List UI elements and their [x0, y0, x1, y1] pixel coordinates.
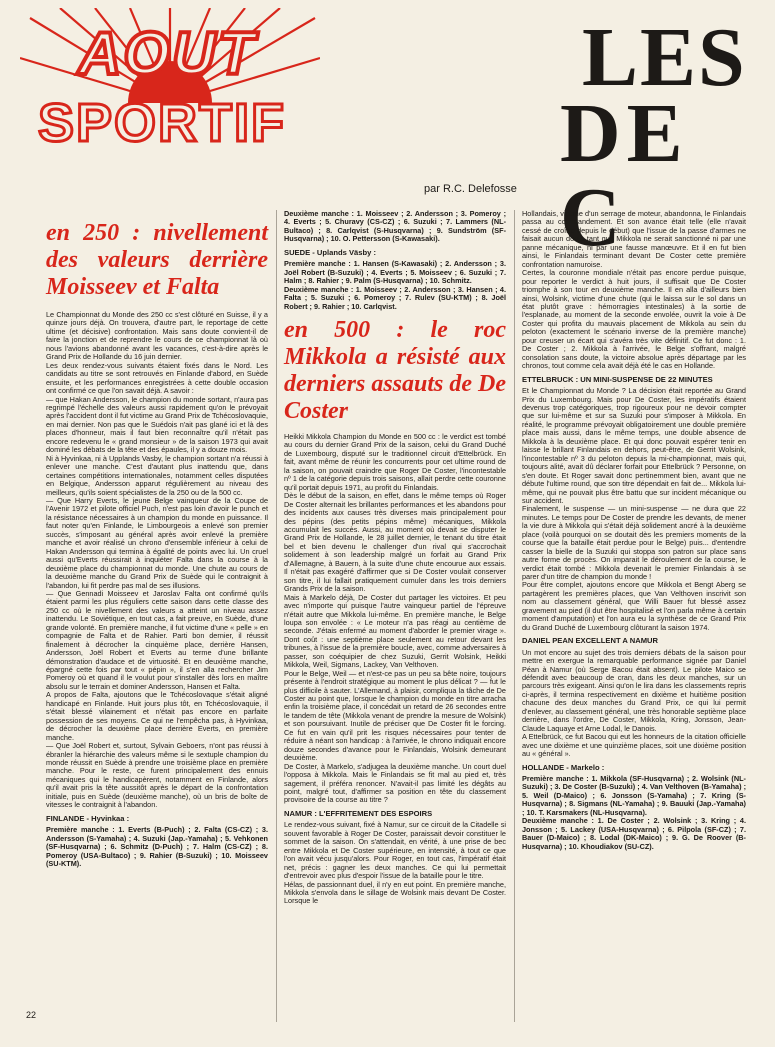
subheading-ettelbruck: ETTELBRUCK : UN MINI-SUSPENSE DE 22 MINUTES	[522, 374, 713, 384]
paragraph: — Que Gennadi Moisseev et Jaroslav Falta ont confirmé qu'ils étaient parmi les plus réguliers cette saison dans cette classe des 250 cc où le nivellement des valeurs a atteint un niveau assez inattendu. Le Soviétique, en tout cas, a fait preuve, en Suède, d'une grande volonté. En première manche, il fut victime d'une « pelle » en compagnie de Falta et de Rahier. Parti bon dernier, il réussit finalement à décrocher la cinquième place, derrière Hansen, Andersson, Joël Robert et Everts au terme d'une brillante démonstration d'audace et de virtuosité. Et en deuxième manche, épargné cette fois par tout « pépin », il s'en alla rechercher Jim Pomeroy où et quand il le voulut pour s'installer dès lors en maître absolu sur le terrain et dominer Andersson, Hansen et Falta.	[46, 588, 268, 691]
article-title-line2: DE C	[560, 87, 689, 264]
paragraph: Pour être complet, ajoutons encore que Mikkola et Bengt Aberg se partagèrent les premières places, que Van Velthoven inscrivit son nom au classement général, que Willi Bauer fut blessé assez gravement au pied (il dut être hospitalisé et l'on parla même à certain moment d'amputation) et l'on aura eu la synthèse de ce Grand Prix du Grand Duché de Luxembourg clôturant la saison 1974.	[522, 580, 746, 632]
results-heading-finlande: FINLANDE - Hyvinkaa :	[46, 813, 130, 823]
page-number: 22	[26, 1010, 37, 1020]
aout-sportif-logo	[20, 8, 320, 158]
results-heading-suede: SUEDE - Uplands Väsby :	[284, 247, 376, 257]
results-heading-hollande: HOLLANDE - Markelo :	[522, 762, 605, 772]
paragraph: Un mot encore au sujet des trois derniers débats de la saison pour mettre en exergue la remarquable performance signée par Daniel Péan à Namur (où Serge Bacou était absent). Le pilote Maico se défendit avec beaucoup de cran, dans les deux manches, sur un parcours très exigeant. Ainsi qu'on le lira dans les classements repris ci-après, il termina respectivement en dixième et huitième position chacune des deux manches du Grand Prix, ce qui lui permit d'enlever, au classement général, une très honorable septième place derrière, dans l'ordre, De Coster, Mikkola, Kring, Jonsson, Jean-Claude Laquaye et Arne Lodal, le Danois. A Ettelbrück, ce fut Bacou qui eut les honneurs de la citation officielle avec une dixième et une quinzième places, soit une dixième position au « général ».	[522, 647, 746, 759]
paragraph: Finalement, le suspense — un mini-suspense — ne dura que 22 minutes. Le temps pour De Coster de prendre les devants, de mener la vie dure à Mikkola qui s'était déjà solidement ancré à la deuxième place (voilà pourquoi on se doutait dès les premiers moments de la course que la bataille était perdue pour le Belge) puis... d'entendre casser la bielle de la Suzuki qui stoppa son patron sur place sans autre forme de procès. On imparait le déroulement de la course, le verdict était tombé : Mikkola devenait le premier Finlandais à se parer d'un titre de champion du monde !	[522, 504, 746, 582]
paragraph: Hollandais, victime d'un serrage de moteur, abandonna, le Finlandais passa au commandement. Et son avance était telle (elle n'avait cessé de croître depuis le début) que l'issue de la passe d'armes ne faisait aucun doute tant que Mikkola ne serait sanctionné ni par une panne mécanique, ni par une fausse manœuvre. Et il en fut bien ainsi, le Finlandais terminant devant De Coster cette première confrontation namuroise.	[522, 209, 746, 269]
logo-line-aout: AOUT	[78, 20, 256, 87]
subheading-daniel-pean: DANIEL PEAN EXCELLENT A NAMUR	[522, 636, 658, 646]
paragraph: — Que Harry Everts, le jeune Belge vainqueur de la Coupe de l'Avenir 1972 et pilote officiel Puch, n'est pas loin d'avoir le punch et la résistance nécessaires à un champion du monde en puissance. Il faut noter qu'en Finlande, le Limbourgeois a enlevé son premier succès, s'imposant au général après avoir enlevé la première manche et avoir réalisé un chrono d'ensemble inférieur à celui de Hakan Andersson qui termina à égalité de points avec lui. Un cruel aussi qu'Everts réussirait à inquiéter Falta dans la course à la deuxième place du championnat du monde. Une chute au cours de la deuxième manche du Grand Prix de Suède qui le contraignit à l'abandon, lui fit perdre pas mal de ses illusions.	[46, 495, 268, 590]
paragraph: Mais à Markelo déjà, De Coster dut partager les victoires. Et peu avec n'importe qui puisque l'autre vainqueur partiel de l'épreuve n'était autre que Mikkola lui-même. En première manche, le Belge loupa son envolée : « Le moteur n'a pas réagi au centième de seconde. J'étais enfermé au moment d'aborder le premier virage ». Dont coût : une septième place seulement au retour devant les tribunes, à l'issue de la première boucle, avec, comme adversaires à passer, son coéquipier de chez Suzuki, Gerrit Wolsink, Heikki Mikkola, Weil, Sigmans, Lackey, Van Velthoven.	[284, 592, 506, 670]
paragraph: Pour le Belge, Weil — et n'est-ce pas un peu sa bête noire, toujours présente à l'endroit stratégique au moment le plus délicat ? — fut le plus difficile à sauter. L'Allemand, à plaisir, compliqua la tâche de De Coster au point que, lorsque le champion du monde en titre arracha enfin la troisième place, il concédait un retard de 26 secondes entre le tandem de tête (Mikkola venant de prendre la mesure de Wolsink) et son poursuivant. Inutile de préciser que De Coster fit le forcing. Ce fut en vain qu'il prit les risques nécessaires pour tenter de réduire à néant son handicap : à l'arrivée, le chrono indiquait encore douze secondes d'avance pour le Finlandais, Wolsink demeurant deuxième.	[284, 668, 506, 763]
paragraph: Certes, la couronne mondiale n'était pas encore perdue puisque, pour reporter le verdict à huit jours, il suffisait que De Coster triomphe à son tour en deuxième manche. Il en alla d'ailleurs bien ainsi, Wolsink, victime d'une chute (qui le laissa sur le sol dans un état plutôt grave : hémorragies intestinales) à la sortie de l'esplanade, au moment de la seconde envolée, ouvrit la voie à De Coster qui profita du mauvais placement de Mikkola au sein du peloton (exactement le scénario inverse de la première manche) pour creuser un écart qui s'avéra très vite définitif. Ce fut donc : 1. De Coster ; 2. Mikkola à l'arrivée, le Belge s'offrant, malgré consolation sans doute, la victoire absolue après départage par les chronos, tout comme cela avait déjà été le cas en Hollande.	[522, 268, 746, 371]
column-divider	[276, 210, 277, 1022]
article-title-line1: LES	[582, 11, 747, 104]
paragraph: — que Hakan Andersson, le champion du monde sortant, n'aura pas regrimpé l'échelle des valeurs aussi rapidement qu'on le prévoyait après l'accident dont il fut victime au Grand Prix de Tchécoslovaquie, en mai dernier. Non pas que le Suédois n'ait pas glané ici et là des places d'honneur, mais il faut bien reconnaître qu'il n'était pas encore redevenu le « grand monsieur » de la saison 1973 qui avait dominé les débats de la tête et des épaules, il y a douze mois.	[46, 394, 268, 455]
paragraph: A propos de Falta, ajoutons que le Tchécoslovaque s'était aligné handicapé en Finlande. Huit jours plus tôt, en Tchécoslovaquie, il s'était blessé vilainement et n'était pas encore en parfaite possession de ses moyens. Ce qui ne l'empêcha pas, à Hyvinkaa, de décrocher la deuxième place derrière Everts, en première manche.	[46, 690, 268, 742]
paragraph: Et le Championnat du Monde ? La décision était reportée au Grand Prix du Luxembourg. Mais pour De Coster, les impératifs étaient devenus trop catégoriques, trop rigoureux pour ne devoir compter que sur lui-même et sur sa Suzuki pour s'imposer à Mikkola. En réalité, le programme prévoyait obligatoirement une double première place mais aussi, dans le même temps, une double absence de Mikkola à la deuxième place. Et qui donc pouvait espérer tenir en laisse le brillant Finlandais en dehors, peut-être, de Gerrit Wolsink, l'incontestable nº 3 du peloton depuis la mi-championnat, mais qui, toujours alité, avait dû déclarer forfait pour Ettelbrück ? Personne, on s'en doute. Et Roger savait donc pertinemment bien, avant que ne débute l'ultime round, que son titre dépendait en fait de... Mikkola lui-même, qui ne pouvait plus être battu que sur incident mécanique ou sur accident.	[522, 386, 746, 505]
paragraph: Le rendez-vous suivant, fixé à Namur, sur ce circuit de la Citadelle si souvent favorable à Roger De Coster, paraissait devoir constituer le sommet de la saison. On s'attendait, en vérité, à une prise de bec entre Mikkola et De Coster supérieure, en intensité, à tout ce que l'on avait vécu jusqu'alors. Pour Roger, en tout cas, l'impératif était net, précis : gagner les deux manches. Ce qui lui permettait d'entrevoir avec plus d'espoir l'issue de la bataille pour le titre. Hélas, de passionnant duel, il n'y en eut point. En première manche, Mikkola s'envola dans le sillage de Wolsink mais devant De Coster. Lorsque le	[284, 820, 506, 906]
headline-250cc: en 250 : nivellement des valeurs derrière Moisseev et Falta	[46, 220, 268, 300]
results-suede: Première manche : 1. Hansen (S-Kawasaki) ; 2. Andersson ; 3. Joël Robert (B-Suzuki) ; 4. Everts ; 5. Moisseev ; 6. Suzuki ; 7. Halm ; 8. Rahier ; 9. Palm (S-Husqvarna) ; 10. Schmitz. Deuxième manche : 1. Moisseev ; 2. Andersson ; 3. Hansen ; 4. Falta ; 5. Suzuki ; 6. Pomeroy ; 7. Rulev (SU-KTM) ; 8. Joël Robert ; 9. Rahier ; 10. Carlqvist.	[284, 259, 506, 311]
paragraph: Ni à Hyvinkaa, ni à Upplands Vasby, le champion sortant n'a réussi à enlever une manche. C'est d'autant plus inattendu que, dans certaines compétitions internationales, notamment celles disputées en Belgique, Andersson apparut régulièrement au niveau des meilleurs, qu'ils soient spécialistes de la 250 ou de la 500 cc.	[46, 453, 268, 497]
paragraph: Les deux rendez-vous suivants étaient fixés dans le Nord. Les candidats au titre se sont retrouvés en Finlande d'abord, en Suède ensuite, et les performances enregistrées à cette double occasion ont confirmé ce que l'on savait déjà. A savoir :	[46, 360, 268, 396]
column-2	[284, 210, 506, 906]
subheading-namur: NAMUR : L'EFFRITEMENT DES ESPOIRS	[284, 808, 433, 818]
paragraph: Heikki Mikkola Champion du Monde en 500 cc : le verdict est tombé au cours du dernier Grand Prix de la saison, celui du Grand Duché de Luxembourg, disputé sur le traditionnel circuit d'Ettelbrück. En fait, avant même de réunir les concurrents pour cet ultime round de la saison, on pouvait craindre que Roger De Coster, l'incontestable nº 1 de la catégorie depuis trois saisons, allait perdre cette couronne qu'il portait depuis 1971, au profit du Finlandais.	[284, 431, 506, 492]
byline: par R.C. Delefosse	[424, 183, 517, 195]
logo-line-sportif: SPORTIF	[38, 93, 287, 153]
paragraph: De Coster, à Markelo, s'adjugea la deuxième manche. Un court duel l'opposa à Mikkola. Mais le Finlandais se fit mal au pied et, très sagement, il préféra renoncer. N'avait-il pas limité les dégâts au point, malgré tout, d'affirmer sa position en tête du classement provisoire de la course au titre ?	[284, 761, 506, 805]
paragraph: Dès le début de la saison, en effet, dans le même temps où Roger De Coster alternait les brillantes performances et les abandons pour des incidents aux causes très diverses mais principalement pour des pépins (des petits pépins même) mécaniques, Mikkola accumulait les succès. Aussi, au moment où devait se disputer le Grand Prix de Hollande, le 28 juillet dernier, le tenant du titre était bel et bien devenu le challenger d'un rival qui s'accrochait solidement à son leadership malgré un forfait au Grand Prix d'Allemagne, à Bauern, à la suite d'une chute encourue aux essais. Il n'était pas exagéré d'affirmer que si De Coster voulait conserver son titre, il lui fallait pratiquement cumuler dans les trois derniers Grands Prix de la saison.	[284, 491, 506, 594]
column-3	[522, 210, 746, 851]
results-finlande: Première manche : 1. Everts (B-Puch) ; 2. Falta (CS-CZ) ; 3. Andersson (S-Yamaha) ; 4. Suzuki (Jap.-Yamaha) ; 5. Vehkonen (SF-Husqvarna) ; 6. Schmitz (D-Puch) ; 7. Halm (CS-CZ) ; 8. Pomeroy (USA-Bultaco) ; 9. Rahier (B-Suzuki) ; 10. Moisseev (SU-KTM).	[46, 825, 268, 868]
results-finlande-cont: Deuxième manche : 1. Moisseev ; 2. Andersson ; 3. Pomeroy ; 4. Everts ; 5. Churavy (CS-CZ) ; 6. Suzuki ; 7. Lammers (NL-Bultaco) ; 8. Carlqvist (S-Husqvarna) ; 9. Sundström (SF-Husqvarna) ; 10. O. Pettersson (S-Kawasaki).	[284, 209, 506, 244]
column-1	[46, 220, 268, 868]
headline-500cc: en 500 : le roc Mikkola a résisté aux derniers assauts de De Coster	[284, 316, 507, 424]
paragraph: Le Championnat du Monde des 250 cc s'est clôturé en Suisse, il y a quinze jours déjà. On trouvera, d'autre part, le reportage de cette ultime (et décisive) confrontation. Mais sans doute convient-il de faire la jonction et de reprendre le cours de ce championnat là où nous l'avions abandonné avant les vacances, c'est-à-dire après le Grand Prix de Hollande du 16 juin dernier.	[46, 310, 268, 362]
paragraph: — Que Joël Robert et, surtout, Sylvain Geboers, n'ont pas réussi à ébranler la hiérarchie des valeurs même si le sextuple champion du monde réussit en Suède à prendre une troisième place en première manche. Pour le reste, ce furent principalement des ennuis mécaniques qui le handicapèrent, notamment en Finlande, alors qu'il avait pris la tête aussitôt après le départ de la confrontation initiale, puis en Suède (deuxième manche), où un bris de boîte de vitesses le contraignit à l'abandon.	[46, 741, 268, 810]
results-hollande: Première manche : 1. Mikkola (SF-Husqvarna) ; 2. Wolsink (NL-Suzuki) ; 3. De Coster (B-Suzuki) ; 4. Van Velthoven (B-Yamaha) ; 5. Weil (D-Maico) ; 6. Jonsson (S-Yamaha) ; 7. Kring (S-Husqvarna) ; 8. Sigmans (NL-Yamaha) ; 9. Bauuki (Jap.-Yamaha) ; 10. T. Karsmakers (NL-Husqvarna). Deuxième manche : 1. De Coster ; 2. Wolsink ; 3. Kring ; 4. Jonsson ; 5. Lackey (USA-Husqvarna) ; 6. Pilpola (SF-CZ) ; 7. Bauer (D-Maico) ; 8. Lodal (DK-Maico) ; 9. G. De Roover (B-Husqvarna) ; 10. Khoudiakov (SU-CZ).	[522, 774, 746, 851]
column-divider	[514, 210, 515, 1022]
